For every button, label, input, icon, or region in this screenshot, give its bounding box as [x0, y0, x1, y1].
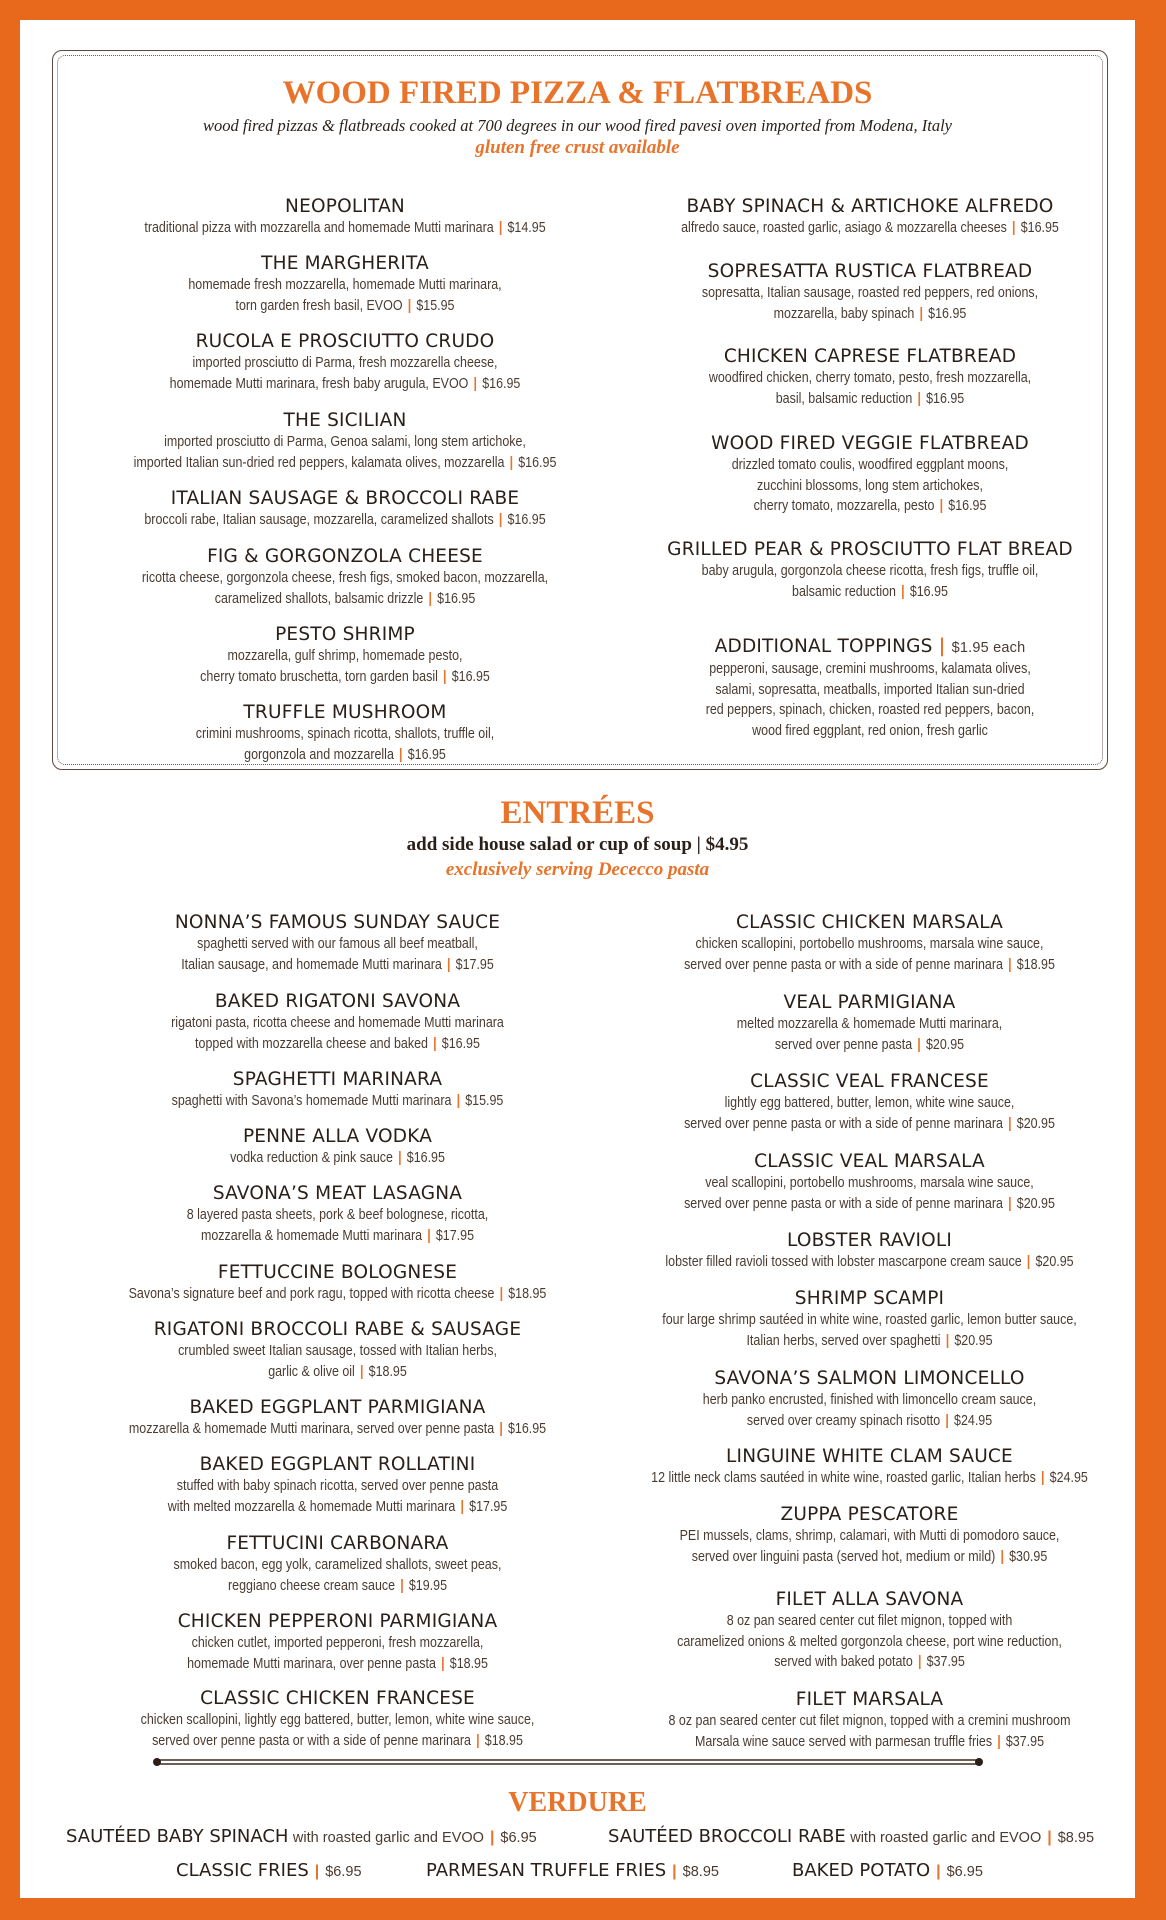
menu-item-name: FILET ALLA SAVONA: [775, 1589, 964, 1610]
menu-item: [65, 1397, 610, 1440]
menu-item: [592, 1446, 1147, 1489]
menu-item-desc-text: gorgonzola and mozzarella: [244, 746, 394, 763]
menu-item-desc-text: with melted mozzarella & homemade Mutti marinara: [167, 1498, 456, 1515]
menu-item-name: SOPRESATTA RUSTICA FLATBREAD: [707, 261, 1033, 282]
menu-item-price: $17.95: [469, 1498, 508, 1515]
menu-item-desc: caramelized onions & melted gorgonzola cheese, port wine reduction,: [677, 1633, 1062, 1650]
menu-item-price: $18.95: [1016, 956, 1055, 973]
menu-item: [620, 196, 1120, 239]
menu-item-desc: served over penne pasta or with a side of penne marinara | $18.95: [684, 956, 1055, 973]
menu-item-desc: mozzarella & homemade Mutti marinara, served over penne pasta | $16.95: [128, 1421, 547, 1437]
verdure-desc: with roasted garlic and EVOO: [850, 1830, 1042, 1846]
menu-item-desc: homemade Mutti marinara, over penne pasta | $18.95: [187, 1655, 488, 1672]
menu-item-desc-text: served over penne pasta: [774, 1036, 913, 1053]
menu-item-price: $37.95: [926, 1654, 965, 1670]
menu-item: [620, 261, 1120, 324]
menu-item: [620, 539, 1120, 602]
menu-item-desc: served over linguini pasta (served hot, medium or mild) | $30.95: [691, 1548, 1048, 1565]
menu-item-desc-text: mozzarella & homemade Mutti marinara: [200, 1227, 423, 1244]
menu-item-name: BAKED EGGPLANT ROLLATINI: [199, 1454, 476, 1475]
menu-item-desc: balsamic reduction | $16.95: [792, 583, 948, 600]
menu-item-desc-text: Marsala wine sauce served with parmesan truffle fries: [694, 1733, 993, 1750]
menu-item-price: $16.95: [1020, 220, 1059, 236]
pizza-subtitle: wood fired pizzas & flatbreads cooked at 700 degrees in our wood fired pavesi oven imported from Modena, Italy: [203, 116, 952, 135]
verdure-item: CLASSIC FRIES | $6.95: [176, 1860, 362, 1881]
verdure-row-1: [20, 1826, 1135, 1850]
menu-item-name: RUCOLA E PROSCIUTTO CRUDO: [195, 331, 495, 352]
menu-item-price: $18.95: [449, 1655, 488, 1672]
menu-item-desc-text: cherry tomato bruschetta, torn garden basil: [200, 668, 438, 685]
menu-item-desc-text: topped with mozzarella cheese and baked: [195, 1035, 428, 1052]
menu-item-desc: drizzled tomato coulis, woodfired eggplant moons,: [731, 457, 1009, 473]
menu-item-desc: 8 oz pan seared center cut filet mignon, topped with a cremini mushroom: [668, 1713, 1071, 1729]
menu-item-desc-text: alfredo sauce, roasted garlic, asiago & mozzarella cheeses: [681, 220, 1007, 236]
menu-item: [65, 912, 610, 975]
menu-item-desc-text: spaghetti with Savona’s homemade Mutti marinara: [171, 1093, 452, 1109]
menu-item-name: BAKED RIGATONI SAVONA: [214, 991, 461, 1012]
menu-item-name: BAKED EGGPLANT PARMIGIANA: [189, 1397, 486, 1418]
menu-item-desc: alfredo sauce, roasted garlic, asiago & mozzarella cheeses | $16.95: [681, 220, 1059, 236]
menu-item-desc: topped with mozzarella cheese and baked | $16.95: [195, 1035, 480, 1052]
menu-item-desc: served over creamy spinach risotto | $24.95: [746, 1412, 993, 1429]
menu-item-price: $16.95: [909, 583, 948, 600]
menu-item-name: ITALIAN SAUSAGE & BROCCOLI RABE: [170, 488, 520, 509]
menu-item-price: $20.95: [954, 1332, 993, 1349]
menu-item-desc: cherry tomato bruschetta, torn garden basil | $16.95: [200, 668, 490, 685]
menu-item-price: $20.95: [1016, 1195, 1055, 1212]
menu-item-desc: homemade fresh mozzarella, homemade Mutti marinara,: [188, 277, 502, 293]
menu-item-desc: reggiano cheese cream sauce | $19.95: [227, 1577, 448, 1594]
verdure-item: BAKED POTATO | $6.95: [792, 1860, 983, 1881]
toppings-name: ADDITIONAL TOPPINGS: [714, 636, 933, 657]
menu-item-name: SHRIMP SCAMPI: [794, 1288, 945, 1309]
toppings-desc-line: red peppers, spinach, chicken, roasted red peppers, bacon,: [705, 702, 1035, 718]
menu-item-desc: Savona’s signature beef and pork ragu, topped with ricotta cheese | $18.95: [128, 1286, 547, 1302]
menu-item-desc: caramelized shallots, balsamic drizzle | $16.95: [214, 590, 476, 607]
verdure-title: VERDURE: [508, 1787, 647, 1818]
menu-item-desc: broccoli rabe, Italian sausage, mozzarella, caramelized shallots | $16.95: [144, 512, 546, 528]
menu-item-desc: Italian herbs, served over spaghetti | $20.95: [746, 1332, 993, 1349]
menu-item-name: PENNE ALLA VODKA: [242, 1126, 433, 1147]
menu-item: [95, 331, 595, 394]
menu-item-desc-text: imported Italian sun-dried red peppers, kalamata olives, mozzarella: [133, 454, 505, 471]
menu-item-desc: stuffed with baby spinach ricotta, served over penne pasta: [176, 1478, 499, 1494]
menu-item-desc: veal scallopini, portobello mushrooms, marsala wine sauce,: [705, 1175, 1034, 1191]
menu-item: [592, 1589, 1147, 1673]
menu-item-name: CHICKEN PEPPERONI PARMIGIANA: [177, 1611, 498, 1632]
menu-item: [620, 433, 1120, 517]
verdure-name: BAKED POTATO: [792, 1860, 931, 1881]
menu-item-price: $16.95: [507, 1421, 547, 1437]
menu-item-desc: with melted mozzarella & homemade Mutti marinara | $17.95: [167, 1498, 508, 1515]
menu-item-desc-text: torn garden fresh basil, EVOO: [235, 297, 403, 314]
menu-item-desc: homemade Mutti marinara, fresh baby arugula, EVOO | $16.95: [169, 375, 521, 392]
menu-item: [95, 253, 595, 316]
menu-item-desc-text: garlic & olive oil: [268, 1363, 355, 1380]
menu-item-name: FILET MARSALA: [795, 1689, 944, 1710]
menu-item-price: $17.95: [455, 956, 494, 973]
menu-item-desc: 8 oz pan seared center cut filet mignon, topped with: [726, 1613, 1013, 1629]
menu-item-price: $18.95: [368, 1363, 407, 1380]
menu-item: [65, 1454, 610, 1517]
menu-item-desc-text: caramelized shallots, balsamic drizzle: [214, 590, 424, 607]
menu-item-price: $19.95: [408, 1577, 448, 1594]
menu-item-desc: chicken scallopini, lightly egg battered, butter, lemon, white wine sauce,: [140, 1712, 535, 1728]
menu-item-price: $16.95: [482, 375, 521, 392]
menu-item-price: $20.95: [1035, 1254, 1074, 1270]
menu-item-name: TRUFFLE MUSHROOM: [243, 702, 447, 723]
menu-item-desc: crimini mushrooms, spinach ricotta, shallots, truffle oil,: [195, 726, 495, 742]
menu-item-name: CLASSIC VEAL MARSALA: [754, 1151, 985, 1172]
menu-item-desc: served over penne pasta or with a side of penne marinara | $18.95: [152, 1732, 523, 1749]
menu-item-desc: melted mozzarella & homemade Mutti marinara,: [736, 1016, 1003, 1032]
menu-item: [592, 1368, 1147, 1431]
menu-item-price: $16.95: [451, 668, 490, 685]
menu-item-price: $16.95: [518, 454, 557, 471]
menu-item-desc: mozzarella & homemade Mutti marinara | $17.95: [200, 1227, 475, 1244]
verdure-price: $6.95: [325, 1864, 362, 1880]
menu-item-price: $37.95: [1005, 1733, 1045, 1750]
verdure-price: $8.95: [682, 1864, 719, 1880]
toppings-desc-line: wood fired eggplant, red onion, fresh garlic: [752, 722, 988, 739]
menu-item-desc: basil, balsamic reduction | $16.95: [775, 390, 965, 407]
verdure-name: PARMESAN TRUFFLE FRIES: [426, 1860, 667, 1881]
gluten-free-note: gluten free crust available: [475, 137, 680, 158]
menu-item-name: FIG & GORGONZOLA CHEESE: [207, 546, 483, 567]
menu-item-desc: served over penne pasta or with a side of penne marinara | $20.95: [684, 1115, 1055, 1132]
menu-item: [592, 1071, 1147, 1134]
menu-item-name: NEOPOLITAN: [285, 196, 405, 217]
menu-item: [95, 624, 595, 687]
menu-item-desc: ricotta cheese, gorgonzola cheese, fresh figs, smoked bacon, mozzarella,: [141, 570, 549, 586]
menu-item-desc-text: served over creamy spinach risotto: [746, 1412, 941, 1429]
menu-item-price: $20.95: [1016, 1115, 1055, 1132]
menu-item-name: WOOD FIRED VEGGIE FLATBREAD: [711, 433, 1029, 454]
menu-item-desc-text: basil, balsamic reduction: [775, 390, 913, 407]
menu-item-desc: chicken cutlet, imported pepperoni, fresh mozzarella,: [191, 1635, 484, 1651]
menu-item-desc: sopresatta, Italian sausage, roasted red peppers, red onions,: [701, 285, 1039, 301]
menu-item-name: FETTUCCINE BOLOGNESE: [217, 1262, 458, 1283]
menu-item-desc-text: lobster filled ravioli tossed with lobster mascarpone cream sauce: [665, 1254, 1022, 1270]
menu-item-name: CLASSIC CHICKEN MARSALA: [736, 912, 1003, 933]
additional-toppings: ADDITIONAL TOPPINGS | $1.95 each pepperoni, sausage, cremini mushrooms, kalamata olives, salami, sopresatta, meatballs, imported Italian sun-dried red peppers, spinach, chicken, roasted red peppers, bacon, wood fired eggplant, red onion, fresh garlic: [620, 636, 1120, 741]
menu-item-name: CHICKEN CAPRESE FLATBREAD: [723, 346, 1017, 367]
menu-item-desc: 12 little neck clams sautéed in white wine, roasted garlic, Italian herbs | $24.95: [651, 1470, 1088, 1486]
menu-item-desc-text: homemade Mutti marinara, over penne pasta: [187, 1655, 436, 1672]
menu-item-desc: herb panko encrusted, finished with limoncello cream sauce,: [702, 1392, 1037, 1408]
menu-item-desc: traditional pizza with mozzarella and homemade Mutti marinara | $14.95: [144, 220, 546, 236]
verdure-price: $6.95: [946, 1864, 983, 1880]
verdure-name: SAUTÉED BABY SPINACH: [66, 1826, 289, 1847]
menu-item-price: $16.95: [406, 1150, 445, 1166]
entrees-title: ENTRÉES: [500, 795, 655, 831]
menu-item-price: $16.95: [407, 746, 446, 763]
menu-item: [65, 1069, 610, 1112]
menu-item-price: $16.95: [948, 498, 987, 514]
menu-item-desc-text: served over penne pasta or with a side of penne marinara: [684, 956, 1003, 973]
menu-item-name: SPAGHETTI MARINARA: [232, 1069, 443, 1090]
menu-item: [592, 912, 1147, 975]
menu-item-name: FETTUCINI CARBONARA: [226, 1533, 449, 1554]
menu-item-desc: crumbled sweet Italian sausage, tossed with Italian herbs,: [178, 1343, 497, 1359]
menu-item-price: $16.95: [437, 590, 476, 607]
menu-item-desc: chicken scallopini, portobello mushrooms, marsala wine sauce,: [695, 936, 1044, 952]
menu-item-desc-text: served with baked potato: [774, 1654, 913, 1670]
menu-item-price: $24.95: [1049, 1470, 1088, 1486]
menu-item-name: SAVONA’S MEAT LASAGNA: [212, 1183, 463, 1204]
menu-item-price: $16.95: [507, 512, 546, 528]
menu-item-desc-text: vodka reduction & pink sauce: [230, 1150, 393, 1166]
menu-item: [95, 488, 595, 531]
menu-item: [95, 546, 595, 609]
menu-item-desc: imported Italian sun-dried red peppers, kalamata olives, mozzarella | $16.95: [133, 454, 557, 471]
menu-item: [592, 1151, 1147, 1214]
menu-item-name: THE MARGHERITA: [261, 253, 429, 274]
menu-item: [65, 1688, 610, 1751]
menu-item-price: $16.95: [928, 305, 967, 322]
menu-item-name: SAVONA’S SALMON LIMONCELLO: [714, 1368, 1025, 1389]
verdure-item: PARMESAN TRUFFLE FRIES | $8.95: [426, 1860, 719, 1881]
verdure-name: SAUTÉED BROCCOLI RABE: [608, 1826, 846, 1847]
menu-item-desc: served with baked potato | $37.95: [774, 1654, 965, 1670]
menu-item-name: LINGUINE WHITE CLAM SAUCE: [726, 1446, 1013, 1467]
menu-item-price: $18.95: [508, 1286, 547, 1302]
menu-item-desc-text: traditional pizza with mozzarella and homemade Mutti marinara: [144, 220, 494, 236]
menu-item-desc-text: Italian sausage, and homemade Mutti marinara: [181, 956, 442, 973]
menu-item-desc: lightly egg battered, butter, lemon, white wine sauce,: [724, 1095, 1015, 1111]
menu-item: [65, 1319, 610, 1382]
menu-item-desc: garlic & olive oil | $18.95: [268, 1363, 407, 1380]
menu-item-desc-text: mozzarella & homemade Mutti marinara, served over penne pasta: [128, 1421, 495, 1437]
section-divider: [152, 1757, 984, 1767]
menu-item-name: RIGATONI BROCCOLI RABE & SAUSAGE: [153, 1319, 522, 1340]
menu-item-price: $17.95: [435, 1227, 475, 1244]
verdure-desc: with roasted garlic and EVOO: [292, 1830, 484, 1846]
menu-item: [592, 1689, 1147, 1752]
menu-item-price: $16.95: [926, 390, 965, 407]
menu-item-name: GRILLED PEAR & PROSCIUTTO FLAT BREAD: [667, 539, 1073, 560]
menu-item: [592, 1288, 1147, 1351]
menu-item: [65, 1533, 610, 1596]
menu-item-name: PESTO SHRIMP: [275, 624, 415, 645]
side-salad-note: add side house salad or cup of soup | $4.95: [406, 834, 749, 855]
menu-item-price: $20.95: [925, 1036, 965, 1053]
menu-item-desc-text: Italian herbs, served over spaghetti: [746, 1332, 941, 1349]
menu-item-desc: woodfired chicken, cherry tomato, pesto, fresh mozzarella,: [708, 370, 1032, 386]
menu-item-desc-text: cherry tomato, mozzarella, pesto: [753, 498, 935, 514]
menu-item: [592, 1230, 1147, 1273]
menu-item: [620, 346, 1120, 409]
menu-item-desc: vodka reduction & pink sauce | $16.95: [230, 1150, 445, 1166]
toppings-desc-line: pepperoni, sausage, cremini mushrooms, kalamata olives,: [709, 661, 1031, 677]
pasta-note: exclusively serving Dececco pasta: [445, 859, 710, 880]
menu-item-name: ZUPPA PESCATORE: [780, 1504, 959, 1525]
menu-item-name: CLASSIC VEAL FRANCESE: [750, 1071, 989, 1092]
menu-item-desc-text: balsamic reduction: [792, 583, 897, 600]
menu-item: [65, 1126, 610, 1169]
menu-page: [20, 20, 1135, 1898]
menu-item-price: $15.95: [465, 1093, 504, 1109]
menu-item-name: VEAL PARMIGIANA: [783, 992, 956, 1013]
menu-item: [65, 1611, 610, 1674]
menu-item-name: CLASSIC CHICKEN FRANCESE: [200, 1688, 475, 1709]
menu-item-name: BABY SPINACH & ARTICHOKE ALFREDO: [686, 196, 1054, 217]
menu-item-desc: zucchini blossoms, long stem artichokes,: [757, 477, 983, 494]
menu-item-price: $16.95: [441, 1035, 480, 1052]
menu-item-desc: baby arugula, gorgonzola cheese ricotta, fresh figs, truffle oil,: [701, 563, 1039, 579]
menu-item-desc: cherry tomato, mozzarella, pesto | $16.95: [753, 498, 987, 514]
menu-item-desc: imported prosciutto di Parma, fresh mozzarella cheese,: [192, 355, 498, 371]
menu-item: [65, 991, 610, 1054]
menu-item-desc: spaghetti with Savona’s homemade Mutti marinara | $15.95: [171, 1093, 504, 1109]
menu-item-name: THE SICILIAN: [283, 410, 407, 431]
menu-item-desc-text: served over linguini pasta (served hot, medium or mild): [691, 1548, 996, 1565]
menu-item-desc-text: served over penne pasta or with a side of penne marinara: [684, 1115, 1003, 1132]
menu-item-desc: PEI mussels, clams, shrimp, calamari, with Mutti di pomodoro sauce,: [679, 1528, 1060, 1544]
menu-item-desc-text: mozzarella, baby spinach: [773, 305, 915, 322]
menu-item-desc-text: homemade Mutti marinara, fresh baby arugula, EVOO: [169, 375, 469, 392]
menu-item-desc: gorgonzola and mozzarella | $16.95: [244, 746, 446, 763]
verdure-row-2: [20, 1860, 1135, 1884]
menu-item-desc-text: reggiano cheese cream sauce: [227, 1577, 396, 1594]
menu-item-desc-text: served over penne pasta or with a side of penne marinara: [152, 1732, 471, 1749]
menu-item-price: $24.95: [954, 1412, 993, 1429]
menu-item: [95, 410, 595, 473]
menu-item-desc: rigatoni pasta, ricotta cheese and homemade Mutti marinara: [171, 1015, 504, 1031]
menu-item-desc: spaghetti served with our famous all beef meatball,: [197, 936, 478, 952]
verdure-name: CLASSIC FRIES: [176, 1860, 309, 1881]
menu-item-desc: four large shrimp sautéed in white wine, roasted garlic, lemon butter sauce,: [662, 1312, 1077, 1328]
menu-item: [592, 992, 1147, 1055]
menu-item: [95, 702, 595, 765]
menu-item-desc: served over penne pasta | $20.95: [774, 1036, 965, 1053]
verdure-price: $6.95: [500, 1830, 537, 1846]
menu-item-desc: Marsala wine sauce served with parmesan truffle fries | $37.95: [694, 1733, 1045, 1750]
menu-item: [65, 1183, 610, 1246]
pizza-title: WOOD FIRED PIZZA & FLATBREADS: [282, 75, 873, 111]
verdure-price: $8.95: [1057, 1830, 1095, 1846]
verdure-item: SAUTÉED BABY SPINACH with roasted garlic and EVOO | $6.95: [66, 1826, 537, 1847]
menu-item-price: $15.95: [416, 297, 455, 314]
menu-item-desc: lobster filled ravioli tossed with lobster mascarpone cream sauce | $20.95: [665, 1254, 1074, 1270]
menu-item-price: $14.95: [507, 220, 546, 236]
menu-item-desc-text: Savona’s signature beef and pork ragu, topped with ricotta cheese: [128, 1286, 495, 1302]
menu-item-desc: torn garden fresh basil, EVOO | $15.95: [235, 297, 455, 314]
menu-item-desc: mozzarella, gulf shrimp, homemade pesto,: [227, 648, 463, 664]
menu-item-price: $30.95: [1009, 1548, 1048, 1565]
menu-item: [95, 196, 595, 239]
menu-item-desc: served over penne pasta or with a side of penne marinara | $20.95: [684, 1195, 1055, 1212]
menu-item-desc: mozzarella, baby spinach | $16.95: [773, 305, 967, 322]
menu-item-price: $18.95: [484, 1732, 523, 1749]
menu-item-desc-text: 12 little neck clams sautéed in white wine, roasted garlic, Italian herbs: [651, 1470, 1036, 1486]
menu-item-desc-text: broccoli rabe, Italian sausage, mozzarella, caramelized shallots: [144, 512, 494, 528]
menu-item: [65, 1262, 610, 1305]
menu-item-name: NONNA’S FAMOUS SUNDAY SAUCE: [174, 912, 501, 933]
menu-item: [592, 1504, 1147, 1567]
menu-item-name: LOBSTER RAVIOLI: [786, 1230, 953, 1251]
menu-item-desc: imported prosciutto di Parma, Genoa salami, long stem artichoke,: [164, 434, 526, 450]
menu-item-desc: 8 layered pasta sheets, pork & beef bolognese, ricotta,: [186, 1207, 489, 1223]
toppings-desc-line: salami, sopresatta, meatballs, imported Italian sun-dried: [715, 681, 1025, 698]
menu-item-desc: Italian sausage, and homemade Mutti marinara | $17.95: [181, 956, 494, 973]
toppings-price: $1.95 each: [951, 640, 1026, 656]
menu-item-desc-text: served over penne pasta or with a side of penne marinara: [684, 1195, 1003, 1212]
verdure-item: SAUTÉED BROCCOLI RABE with roasted garlic and EVOO | $8.95: [608, 1826, 1095, 1847]
menu-item-desc: smoked bacon, egg yolk, caramelized shallots, sweet peas,: [173, 1557, 502, 1573]
